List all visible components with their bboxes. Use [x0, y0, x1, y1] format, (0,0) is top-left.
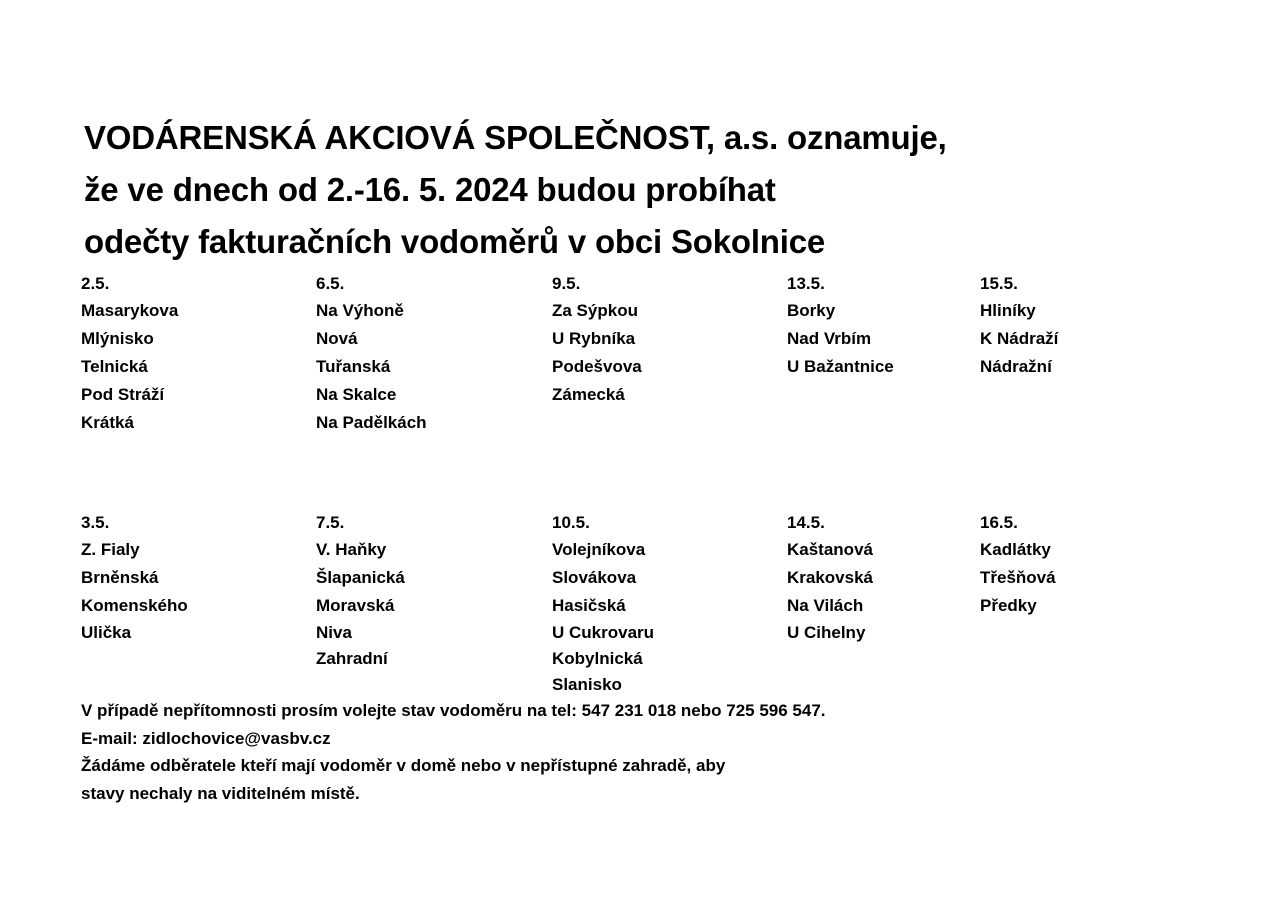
street-name: Slovákova: [552, 568, 637, 587]
schedule-date: 10.5.: [552, 513, 590, 532]
request-notice-line-2: stavy nechaly na viditelném místě.: [81, 783, 360, 803]
street-name: Kadlátky: [980, 540, 1051, 559]
street-name: Za Sýpkou: [552, 301, 638, 320]
street-name: Hasičská: [552, 596, 626, 615]
street-name: Šlapanická: [316, 568, 405, 587]
schedule-date: 6.5.: [316, 274, 345, 293]
schedule-column-16-5: [980, 509, 1056, 620]
street-name: Krátká: [81, 413, 134, 432]
announcement-heading: [84, 112, 947, 268]
contact-notice: [81, 697, 826, 807]
street-name: Na Vilách: [787, 596, 864, 615]
heading-line-2: že ve dnech od 2.-16. 5. 2024 budou probíhat: [84, 171, 776, 208]
schedule-column-10-5: [552, 509, 654, 698]
schedule-column-14-5: [787, 509, 873, 646]
schedule-column-3-5: [81, 509, 188, 646]
schedule-date: 13.5.: [787, 274, 825, 293]
street-name: Nová: [316, 329, 358, 348]
street-name: Masarykova: [81, 301, 179, 320]
street-name: Volejníkova: [552, 540, 646, 559]
schedule-column-6-5: [316, 270, 427, 437]
schedule-column-7-5: [316, 509, 405, 672]
street-name: Brněnská: [81, 568, 159, 587]
street-name: Třešňová: [980, 568, 1056, 587]
street-name: U Cukrovaru: [552, 623, 655, 642]
street-name: Z. Fialy: [81, 540, 140, 559]
street-name: Nad Vrbím: [787, 329, 872, 348]
street-name: Mlýnisko: [81, 329, 154, 348]
street-name: Na Skalce: [316, 385, 397, 404]
schedule-date: 7.5.: [316, 513, 345, 532]
street-name: Slanisko: [552, 675, 622, 694]
street-name: Ulička: [81, 623, 132, 642]
street-name: Zámecká: [552, 385, 625, 404]
street-name: Kobylnická: [552, 649, 643, 668]
schedule-column-2-5: [81, 270, 178, 437]
schedule-column-15-5: [980, 270, 1058, 381]
street-name: Tuřanská: [316, 357, 391, 376]
email-notice: E-mail: zidlochovice@vasbv.cz: [81, 728, 331, 748]
schedule-date: 9.5.: [552, 274, 581, 293]
street-name: Niva: [316, 623, 352, 642]
street-name: U Cihelny: [787, 623, 866, 642]
request-notice-line-1: Žádáme odběratele kteří mají vodoměr v domě nebo v nepřístupné zahradě, aby: [81, 756, 726, 775]
street-name: Kaštanová: [787, 540, 873, 559]
street-name: Na Výhoně: [316, 301, 404, 320]
schedule-date: 14.5.: [787, 513, 825, 532]
street-name: Zahradní: [316, 649, 388, 668]
street-name: Předky: [980, 596, 1037, 615]
schedule-date: 16.5.: [980, 513, 1018, 532]
schedule-date: 2.5.: [81, 274, 110, 293]
street-name: Podešvova: [552, 357, 642, 376]
schedule-column-13-5: [787, 270, 894, 381]
schedule-date: 15.5.: [980, 274, 1018, 293]
street-name: Moravská: [316, 596, 395, 615]
heading-line-3: odečty fakturačních vodoměrů v obci Sokolnice: [84, 223, 826, 260]
street-name: Hliníky: [980, 301, 1036, 320]
street-name: Krakovská: [787, 568, 874, 587]
street-name: Nádražní: [980, 357, 1052, 376]
street-name: U Rybníka: [552, 329, 636, 348]
street-name: Borky: [787, 301, 836, 320]
schedule-column-9-5: [552, 270, 642, 409]
street-name: Telnická: [81, 357, 148, 376]
phone-notice: V případě nepřítomnosti prosím volejte stav vodoměru na tel: 547 231 018 nebo 725 596 547.: [81, 701, 826, 720]
street-name: U Bažantnice: [787, 357, 894, 376]
street-name: V. Haňky: [316, 540, 387, 559]
heading-line-1: VODÁRENSKÁ AKCIOVÁ SPOLEČNOST, a.s. oznamuje,: [84, 119, 947, 156]
street-name: Pod Stráží: [81, 385, 165, 404]
street-name: Na Padělkách: [316, 413, 427, 432]
street-name: Komenského: [81, 596, 188, 615]
street-name: K Nádraží: [980, 329, 1059, 348]
schedule-date: 3.5.: [81, 513, 110, 532]
